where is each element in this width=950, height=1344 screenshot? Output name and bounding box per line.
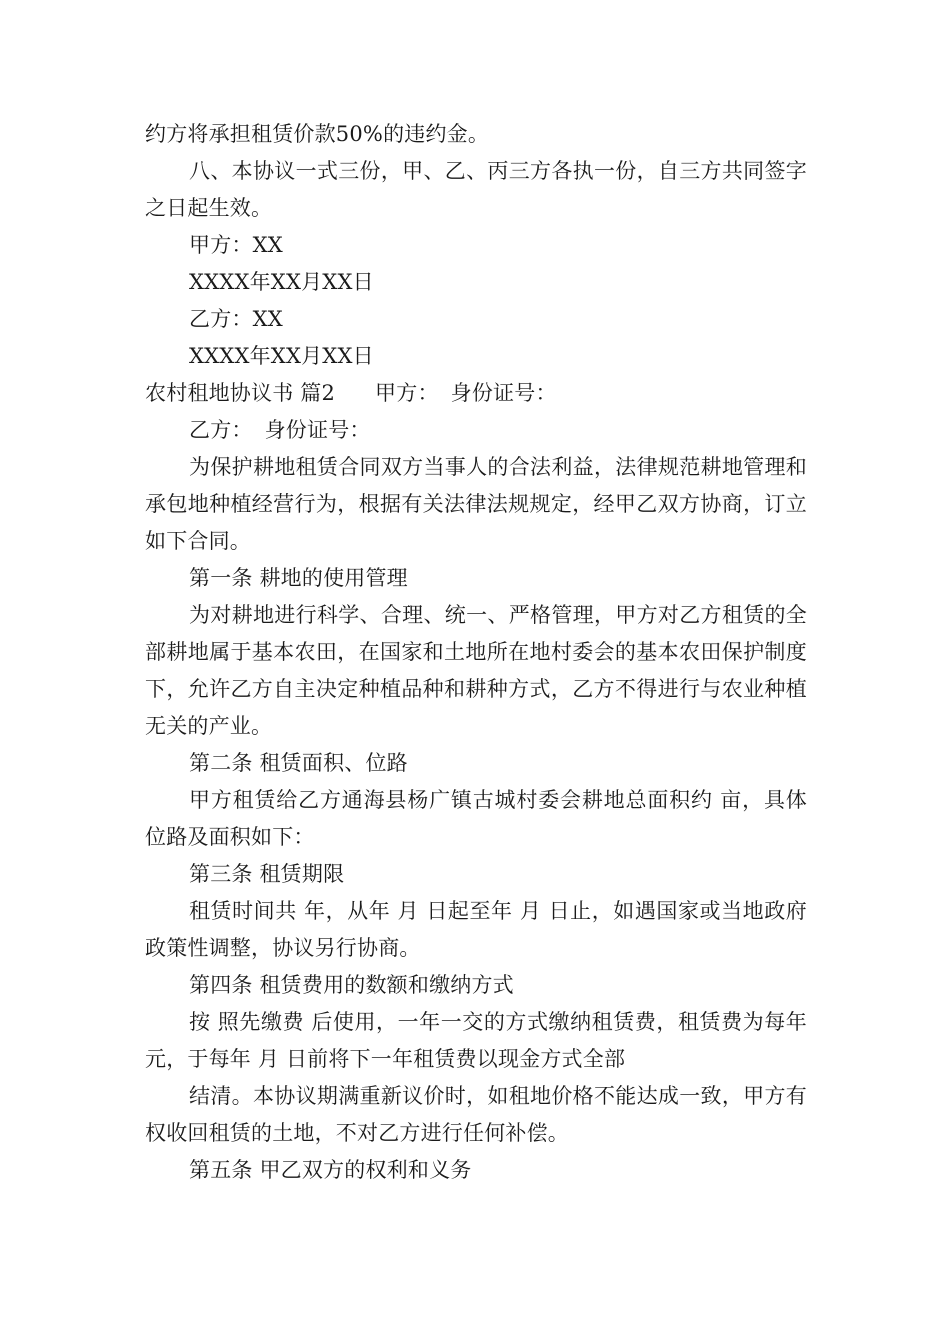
article-5-heading: 第五条 甲乙双方的权利和义务 [189,1158,472,1182]
party-b-date: XXXX年XX月XX日 [189,344,374,368]
agreement-2-title: 农村租地协议书 篇2 [145,381,336,405]
article-4-body-continued: 结清。本协议期满重新议价时，如租地价格不能达成一致，甲方有权收回租赁的土地，不对乙方进行任何补偿。 [145,1084,807,1145]
agreement-2-header-line [145,375,807,412]
article-3-body: 租赁时间共 年，从年 月 日起至年 月 日止，如遇国家或当地政府政策性调整，协议另行协商。 [145,899,807,960]
article-4-body: 按 照先缴费 后使用，一年一交的方式缴纳租赁费，租赁费为每年元，于每年 月 日前将下一年租赁费以现金方式全部 [145,1010,807,1071]
article-4-heading: 第四条 租赁费用的数额和缴纳方式 [189,973,514,997]
paragraph-clause-eight: 八、本协议一式三份，甲、乙、丙三方各执一份，自三方共同签字之日起生效。 [145,159,807,220]
party-a-label: 甲方： [375,381,439,405]
party-b-line [145,412,807,449]
article-1-body: 为对耕地进行科学、合理、统一、严格管理，甲方对乙方租赁的全部耕地属于基本农田，在国家和土地所在地村委会的基本农田保护制度下，允许乙方自主决定种植品种和耕种方式，乙方不得进行与农业种植无关的产业。 [145,603,807,738]
paragraph-preamble: 为保护耕地租赁合同双方当事人的合法利益，法律规范耕地管理和承包地种植经营行为，根据有关法律法规规定，经甲乙双方协商，订立如下合同。 [145,455,807,553]
article-2-body: 甲方租赁给乙方通海县杨广镇古城村委会耕地总面积约 亩，具体位路及面积如下： [145,788,807,849]
party-b-id-label: 身份证号： [264,418,371,442]
party-a-id-label: 身份证号： [450,381,557,405]
document-body [145,116,807,1189]
party-a-signature: 甲方：XX [189,233,283,257]
article-1-heading: 第一条 耕地的使用管理 [189,566,408,590]
paragraph-penalty-clause: 约方将承担租赁价款50%的违约金。 [145,122,490,146]
article-3-heading: 第三条 租赁期限 [189,862,345,886]
party-b-signature: 乙方：XX [189,307,283,331]
article-2-heading: 第二条 租赁面积、位路 [189,751,408,775]
party-a-date: XXXX年XX月XX日 [189,270,374,294]
party-b-label: 乙方： [189,418,253,442]
